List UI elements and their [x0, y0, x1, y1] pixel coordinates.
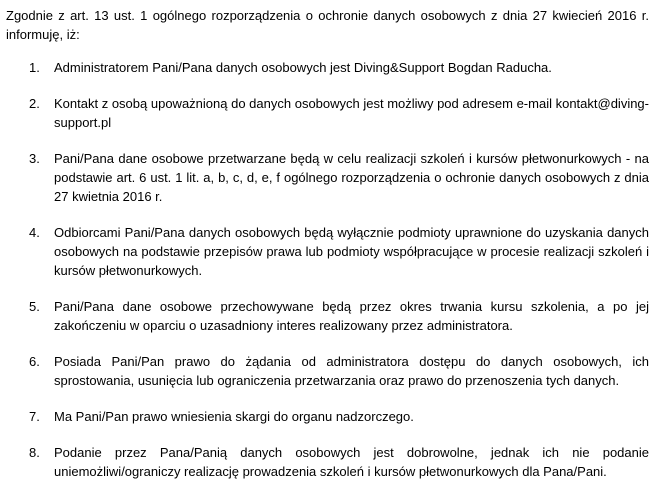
- intro-paragraph: Zgodnie z art. 13 ust. 1 ogólnego rozporządzenia o ochronie danych osobowych z dnia 27 kwiecień 2016 r. informuję, iż:: [6, 8, 649, 42]
- list-item: [6, 407, 649, 426]
- list-item-text: Pani/Pana dane osobowe przetwarzane będą w celu realizacji szkoleń i kursów płetwonurkowych - na podstawie art. 6 ust. 1 lit. a, b, c, d, e, f ogólnego rozporządzenia o ochronie danych osobowych z dnia 27 kwietnia 2016 r.: [54, 151, 649, 204]
- list-item: [6, 149, 649, 206]
- clauses-list: [6, 58, 649, 481]
- list-item-number: 5.: [29, 299, 40, 314]
- list-item-number: 2.: [29, 96, 40, 111]
- list-item: [6, 443, 649, 481]
- list-item-text: Odbiorcami Pani/Pana danych osobowych będą wyłącznie podmioty uprawnione do uzyskania danych osobowych na podstawie przepisów prawa lub podmioty współpracujące w procesie realizacji szkoleń i kursów płetwonurkowych.: [54, 225, 649, 278]
- list-item-text: Podanie przez Pana/Panią danych osobowych jest dobrowolne, jednak ich nie podanie uniemożliwi/ograniczy realizację prowadzenia szkoleń i kursów płetwonurkowych dla Pana/Pani.: [54, 445, 649, 479]
- list-item-number: 7.: [29, 409, 40, 424]
- list-item: [6, 58, 649, 77]
- list-item-number: 6.: [29, 354, 40, 369]
- list-item: [6, 352, 649, 390]
- list-item-text: Administratorem Pani/Pana danych osobowych jest Diving&Support Bogdan Raducha.: [54, 60, 552, 75]
- list-item-text: Pani/Pana dane osobowe przechowywane będą przez okres trwania kursu szkolenia, a po jej zakończeniu w oparciu o uzasadniony interes realizowany przez administratora.: [54, 299, 649, 333]
- list-item-number: 4.: [29, 225, 40, 240]
- list-item: [6, 94, 649, 132]
- list-item: [6, 297, 649, 335]
- list-item: [6, 223, 649, 280]
- list-item-text: Ma Pani/Pan prawo wniesienia skargi do organu nadzorczego.: [54, 409, 414, 424]
- list-item-number: 8.: [29, 445, 40, 460]
- list-item-text: Posiada Pani/Pan prawo do żądania od administratora dostępu do danych osobowych, ich sprostowania, usunięcia lub ograniczenia przetwarzania oraz prawo do przenoszenia tych danych.: [54, 354, 649, 388]
- list-item-text: Kontakt z osobą upoważnioną do danych osobowych jest możliwy pod adresem e-mail kontakt@diving-support.pl: [54, 96, 649, 130]
- list-item-number: 3.: [29, 151, 40, 166]
- list-item-number: 1.: [29, 60, 40, 75]
